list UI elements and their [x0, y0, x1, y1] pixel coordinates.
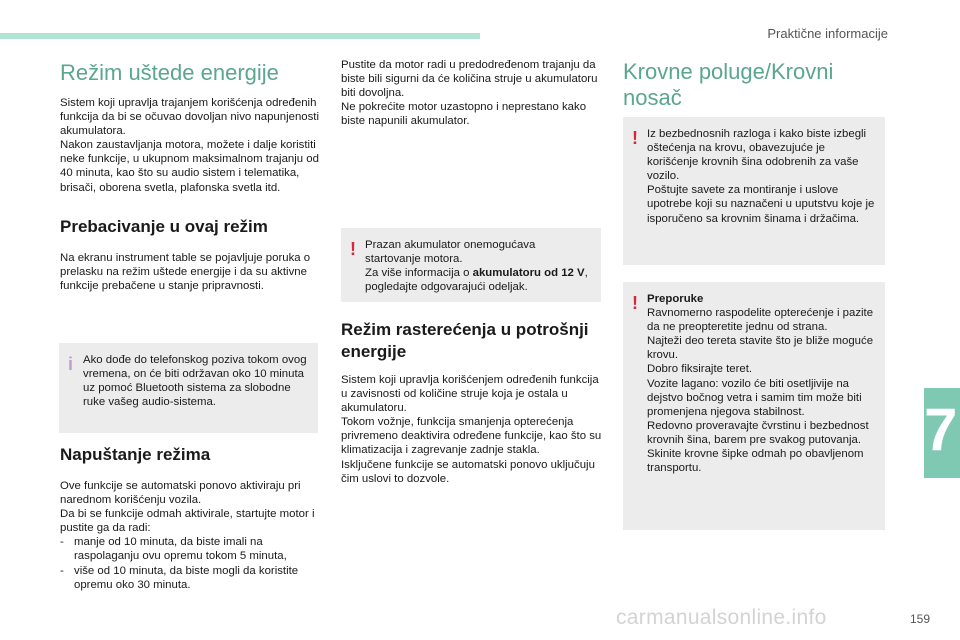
list-item: - manje od 10 minuta, da biste imali na raspolaganju ovu opremu tokom 5 minuta,: [60, 535, 322, 563]
paragraph: Da bi se funkcije odmah aktivirale, startujte motor i pustite ga da radi:: [60, 508, 315, 535]
page-number: 159: [909, 612, 930, 626]
section-title-roof: Krovne poluge/Krovni nosač: [623, 59, 834, 110]
paragraph: Tokom vožnje, funkcija smanjenja opterećenja privremeno deaktivira određene funkcije, kao što su klimatizacija i zagrevanje zadnje stakla.: [341, 416, 602, 457]
paragraph: Ove funkcije se automatski ponovo aktiviraju pri narednom korišćenju vozila.: [60, 480, 301, 507]
note-text: Dobro fiksirajte teret.: [647, 363, 753, 376]
section-heading-load-reduction: Režim rasterećenja u potrošnji energije: [341, 320, 589, 361]
column-load-reduction: [341, 319, 603, 486]
warning-icon: !: [350, 239, 356, 259]
section-header: Praktične informacije: [767, 26, 888, 41]
note-text-reference: Za više informacija o akumulatoru od 12 V, pogledajte odgovarajući odeljak.: [365, 267, 588, 294]
paragraph: Ne pokrećite motor uzastopno i neprestano kako biste napunili akumulator.: [341, 101, 587, 128]
column-exit-mode: [60, 445, 322, 592]
note-text: Prazan akumulator onemogućava startovanje motora.: [365, 239, 536, 266]
column-roof-bars: [623, 59, 885, 111]
paragraph: Pustite da motor radi u predodređenom trajanju da biste bili sigurni da će količina struje u akumulatoru biti dovoljna.: [341, 59, 598, 100]
paragraph: Isključene funkcije se automatski ponovo uključuju čim uslovi to dozvole.: [341, 458, 595, 485]
note-title: Preporuke: [647, 293, 704, 305]
chapter-number: 7: [924, 396, 958, 463]
note-text: Ako dođe do telefonskog poziva tokom ovog vremena, on će biti održavan oko 10 minuta uz pomoć Bluetooth sistema za slobodne ruke vašeg audio-sistema.: [83, 354, 307, 409]
note-text: Redovno proveravajte čvrstinu i bezbednost krovnih šina, barem pre svakog putovanja.: [647, 419, 869, 446]
paragraph: Na ekranu instrument table se pojavljuje poruka o prelasku na režim uštede energije i da su aktivne funkcije prebačene u stanje pripravnosti.: [60, 251, 311, 292]
list-item: - više od 10 minuta, da biste mogli da koristite opremu oko 30 minuta.: [60, 564, 322, 592]
section-heading-switch: Prebacivanje u ovaj režim: [60, 216, 268, 236]
warning-note-roof: [623, 117, 885, 265]
warning-note-recommendations: [623, 282, 885, 530]
info-icon: i: [68, 354, 74, 374]
chapter-tab: [924, 388, 960, 478]
column-battery-notes: [341, 58, 603, 128]
section-heading-exit: Napuštanje režima: [60, 445, 211, 464]
warning-icon: !: [632, 128, 638, 148]
warning-note-battery: [341, 228, 601, 302]
note-text: Vozite lagano: vozilo će biti osetljivije na dejstvo bočnog vetra i samim tim može biti promenjena njegova stabilnost.: [647, 377, 862, 418]
header-accent-bar: [0, 33, 480, 39]
page-title: Režim uštede energije: [60, 60, 279, 85]
warning-icon: !: [632, 293, 638, 313]
paragraph: Sistem koji upravlja trajanjem korišćenja određenih funkcija da bi se očuvao dovoljan nivo napunjenosti akumulatora.: [60, 97, 319, 138]
note-text: Skinite krovne šipke odmah po obavljenom transportu.: [647, 448, 864, 475]
paragraph: Nakon zaustavljanja motora, možete i dalje koristiti neke funkcije, u ukupnom maksimalnom trajanju od 40 minuta, kao što su audio sistem i telematika, brisači, oborena svetla, plafonska svetla itd.: [60, 139, 319, 194]
paragraph: Sistem koji upravlja korišćenjem određenih funkcija u zavisnosti od količine struje koja je ostala u akumulatoru.: [341, 374, 599, 415]
note-text: Ravnomerno raspodelite opterećenje i pazite da ne preopteretite jednu od strana.: [647, 307, 874, 334]
note-text: Najteži deo tereta stavite što je bliže moguće krovu.: [647, 335, 874, 362]
note-text: Poštujte savete za montiranje i uslove upotrebe koji su naznačeni u uputstvu koje je isporučeno sa krovnim šinama i držačima.: [647, 184, 875, 225]
watermark: carmanualsonline.info: [616, 606, 827, 629]
note-text: Iz bezbednosnih razloga i kako biste izbegli oštećenja na krovu, obavezujuće je korišćenje krovnih šina odobrenih za vaše vozilo.: [647, 128, 867, 183]
info-note: [59, 343, 318, 433]
column-energy-saving: [60, 60, 322, 293]
